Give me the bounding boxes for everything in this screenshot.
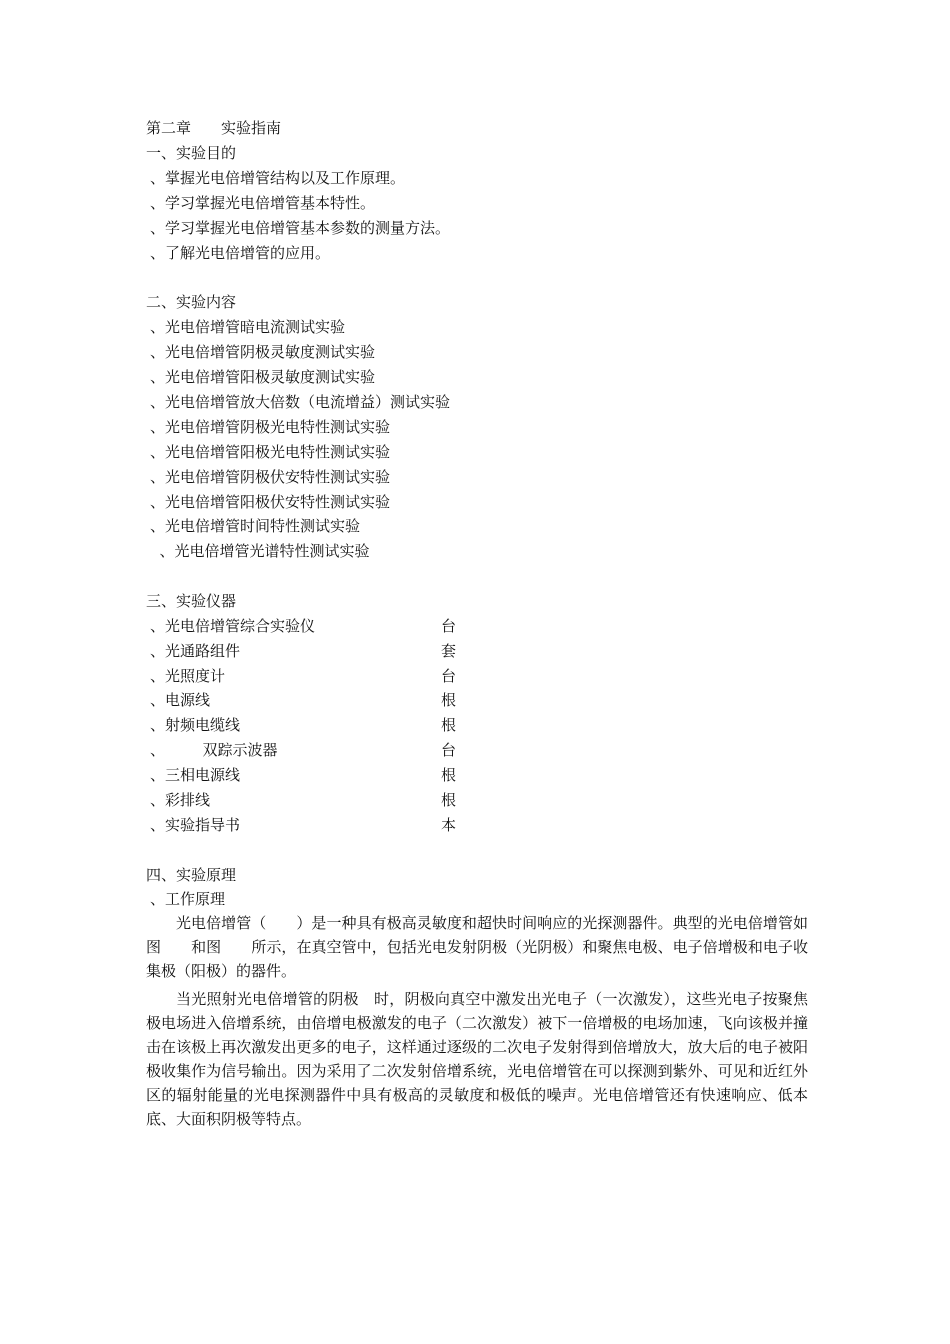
list-item: 、光电倍增管放大倍数（电流增益）测试实验 <box>150 393 451 411</box>
list-item: 、光电倍增管阳极伏安特性测试实验 <box>150 493 391 511</box>
list-item: 、掌握光电倍增管结构以及工作原理。 <box>150 169 406 187</box>
list-item: 、光电倍增管暗电流测试实验 <box>150 318 346 336</box>
equipment-unit: 套 <box>441 642 457 660</box>
list-item: 、学习掌握光电倍增管基本特性。 <box>150 194 376 212</box>
list-item: 、了解光电倍增管的应用。 <box>150 244 331 262</box>
equipment-unit: 根 <box>441 716 457 734</box>
list-item: 、光电倍增管阴极灵敏度测试实验 <box>150 343 376 361</box>
equipment-name: 、 双踪示波器 <box>150 741 278 759</box>
chapter-title: 第二章 实验指南 <box>146 119 282 137</box>
equipment-name: 、光电倍增管综合实验仪 <box>150 617 316 635</box>
equipment-name: 、光通路组件 <box>150 642 241 660</box>
equipment-name: 、电源线 <box>150 691 211 709</box>
equipment-unit: 台 <box>441 617 457 635</box>
list-item: 、光电倍增管阴极光电特性测试实验 <box>150 418 391 436</box>
paragraph: 光电倍增管（ ）是一种具有极高灵敏度和超快时间响应的光探测器件。典型的光电倍增管如图 和图 所示，在真空管中，包括光电发射阴极（光阴极）和聚焦电极、电子倍增极和电子收集极（阳极）的器件。 <box>146 914 808 980</box>
list-item: 、学习掌握光电倍增管基本参数的测量方法。 <box>150 219 451 237</box>
equipment-unit: 台 <box>441 667 457 685</box>
list-item: 、光电倍增管阳极灵敏度测试实验 <box>150 368 376 386</box>
equipment-name: 、射频电缆线 <box>150 716 241 734</box>
equipment-unit: 台 <box>441 741 457 759</box>
equipment-name: 、实验指导书 <box>150 816 241 834</box>
paragraph: 当光照射光电倍增管的阴极 时，阴极向真空中激发出光电子（一次激发），这些光电子按聚焦极电场进入倍增系统，由倍增电极激发的电子（二次激发）被下一倍增极的电场加速，飞向该极并撞击在该极上再次激发出更多的电子，这样通过逐级的二次电子发射得到倍增放大，放大后的电子被阳极收集作为信号输出。因为采用了二次发射倍增系统，光电倍增管在可以探测到紫外、可见和近红外区的辐射能量的光电探测器件中具有极高的灵敏度和极低的噪声。光电倍增管还有快速响应、低本底、大面积阴极等特点。 <box>146 990 808 1128</box>
equipment-unit: 根 <box>441 691 457 709</box>
list-item: 、光电倍增管阴极伏安特性测试实验 <box>150 468 391 486</box>
equipment-unit: 根 <box>441 791 457 809</box>
equipment-name: 、彩排线 <box>150 791 211 809</box>
equipment-unit: 本 <box>441 816 457 834</box>
equipment-name: 、光照度计 <box>150 667 226 685</box>
list-item: 、光电倍增管光谱特性测试实验 <box>150 542 370 560</box>
section2-heading: 二、实验内容 <box>146 293 237 311</box>
section4-heading: 四、实验原理 <box>146 866 237 884</box>
list-item: 、光电倍增管阳极光电特性测试实验 <box>150 443 391 461</box>
equipment-name: 、三相电源线 <box>150 766 241 784</box>
section4-subheading: 、工作原理 <box>150 890 226 908</box>
section1-heading: 一、实验目的 <box>146 144 237 162</box>
equipment-unit: 根 <box>441 766 457 784</box>
list-item: 、光电倍增管时间特性测试实验 <box>150 517 361 535</box>
section3-heading: 三、实验仪器 <box>146 592 237 610</box>
